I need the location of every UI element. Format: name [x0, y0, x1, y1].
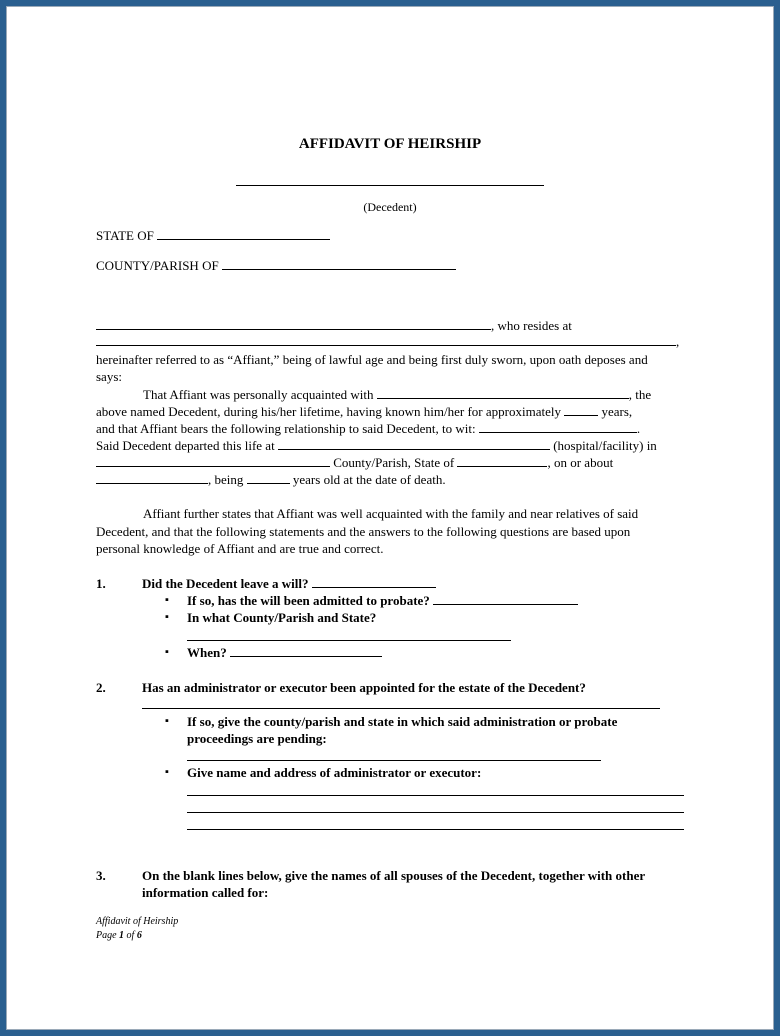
affiant-line: hereinafter referred to as “Affiant,” being of lawful age and being first duly sworn, upon oath deposes and — [96, 352, 648, 367]
q3-number: 3. — [96, 868, 106, 883]
affiant-row — [96, 318, 572, 333]
p1-e1-text: County/Parish, State of — [333, 455, 455, 470]
state-label: STATE OF — [96, 228, 154, 243]
bullet-icon: ▪ — [165, 611, 169, 623]
bullet-icon: ▪ — [165, 646, 169, 658]
q1-b3-row — [187, 645, 382, 660]
document-title: AFFIDAVIT OF HEIRSHIP — [298, 136, 482, 152]
bullet-icon: ▪ — [165, 715, 169, 727]
relationship-field[interactable] — [479, 421, 637, 433]
decedent-label: (Decedent) — [363, 200, 417, 214]
p1-d1-text: Said Decedent departed this life at — [96, 438, 275, 453]
death-state-field[interactable] — [457, 455, 547, 467]
q3-line-1: On the blank lines below, give the names of all spouses of the Decedent, together with other — [142, 868, 646, 883]
county-label: COUNTY/PARISH OF — [96, 258, 219, 273]
p1-c2-text: . — [636, 421, 641, 436]
footer-of-word: of — [126, 930, 135, 941]
q2-b1-text-a: If so, give the county/parish and state in which said administration or probate — [187, 714, 618, 729]
q2-answer-field[interactable] — [142, 708, 660, 709]
hospital-field[interactable] — [278, 438, 550, 450]
county-field[interactable] — [222, 258, 456, 270]
county-row — [96, 258, 456, 273]
q1-number: 1. — [96, 576, 106, 591]
death-county-field[interactable] — [96, 455, 330, 467]
q1-b1-text: If so, has the will been admitted to probate? — [187, 593, 430, 608]
p2-line-2: Decedent, and that the following statements and the answers to the following questions are based upon — [96, 524, 631, 539]
administrator-line-3[interactable] — [187, 829, 684, 830]
footer-page-num: 1 — [119, 930, 125, 941]
q1-b3-text: When? — [187, 645, 227, 660]
probate-date-field[interactable] — [230, 645, 382, 657]
says-text: says: — [96, 369, 122, 384]
footer-page-total: 6 — [136, 930, 142, 941]
footer-page — [96, 929, 142, 942]
p1-line-d — [96, 438, 657, 453]
p1-line-b — [96, 404, 632, 419]
footer-page-word: Page — [96, 930, 117, 941]
p2-line-3: personal knowledge of Affiant and are true and correct. — [96, 541, 384, 556]
p1-c1-text: and that Affiant bears the following relationship to said Decedent, to wit: — [96, 421, 476, 436]
p1-line-f — [96, 472, 446, 487]
p1-e2-text: , on or about — [547, 455, 614, 470]
p1-a-text: That Affiant was personally acquainted with — [143, 387, 374, 402]
p1-a-end: , the — [628, 387, 652, 402]
will-county-field[interactable] — [187, 640, 511, 641]
years-known-field[interactable] — [564, 404, 598, 416]
p1-line-e — [96, 455, 613, 470]
bullet-icon: ▪ — [165, 766, 169, 778]
p1-b2-text: years, — [601, 404, 633, 419]
age-field[interactable] — [247, 472, 290, 484]
address-row: , — [96, 334, 679, 349]
affiant-address-field[interactable] — [96, 334, 676, 346]
q1-answer-field[interactable] — [312, 576, 436, 588]
q1-text: Did the Decedent leave a will? — [142, 576, 309, 591]
decedent-name-field[interactable] — [236, 185, 544, 186]
p1-d2-text: (hospital/facility) in — [553, 438, 657, 453]
p1-line-a — [143, 387, 651, 402]
p1-b1-text: above named Decedent, during his/her lifetime, having known him/her for approximately — [96, 404, 561, 419]
administration-location-field[interactable] — [187, 760, 601, 761]
death-date-field[interactable] — [96, 472, 208, 484]
state-field[interactable] — [157, 228, 330, 240]
q2-b1-text-b: proceedings are pending: — [187, 731, 327, 746]
q1-b2-text: In what County/Parish and State? — [187, 610, 377, 625]
resides-text: , who resides at — [491, 318, 572, 333]
state-row — [96, 228, 330, 243]
footer-doc-name: Affidavit of Heirship — [96, 916, 179, 927]
acquainted-with-field[interactable] — [377, 387, 629, 399]
probate-field[interactable] — [433, 593, 578, 605]
affiant-name-field[interactable] — [96, 318, 491, 330]
administrator-line-2[interactable] — [187, 812, 684, 813]
p1-f2-text: years old at the date of death. — [292, 472, 446, 487]
q1-row — [142, 576, 436, 591]
p2-line-1: Affiant further states that Affiant was well acquainted with the family and near relatives of said — [143, 506, 639, 521]
q3-line-2: information called for: — [142, 885, 269, 900]
p1-f1-text: , being — [208, 472, 244, 487]
q1-b1-row — [187, 593, 578, 608]
q2-text: Has an administrator or executor been appointed for the estate of the Decedent? — [142, 680, 586, 695]
q2-b2-text: Give name and address of administrator or executor: — [187, 765, 482, 780]
q2-number: 2. — [96, 680, 106, 695]
bullet-icon: ▪ — [165, 594, 169, 606]
administrator-line-1[interactable] — [187, 795, 684, 796]
p1-line-c — [96, 421, 640, 436]
